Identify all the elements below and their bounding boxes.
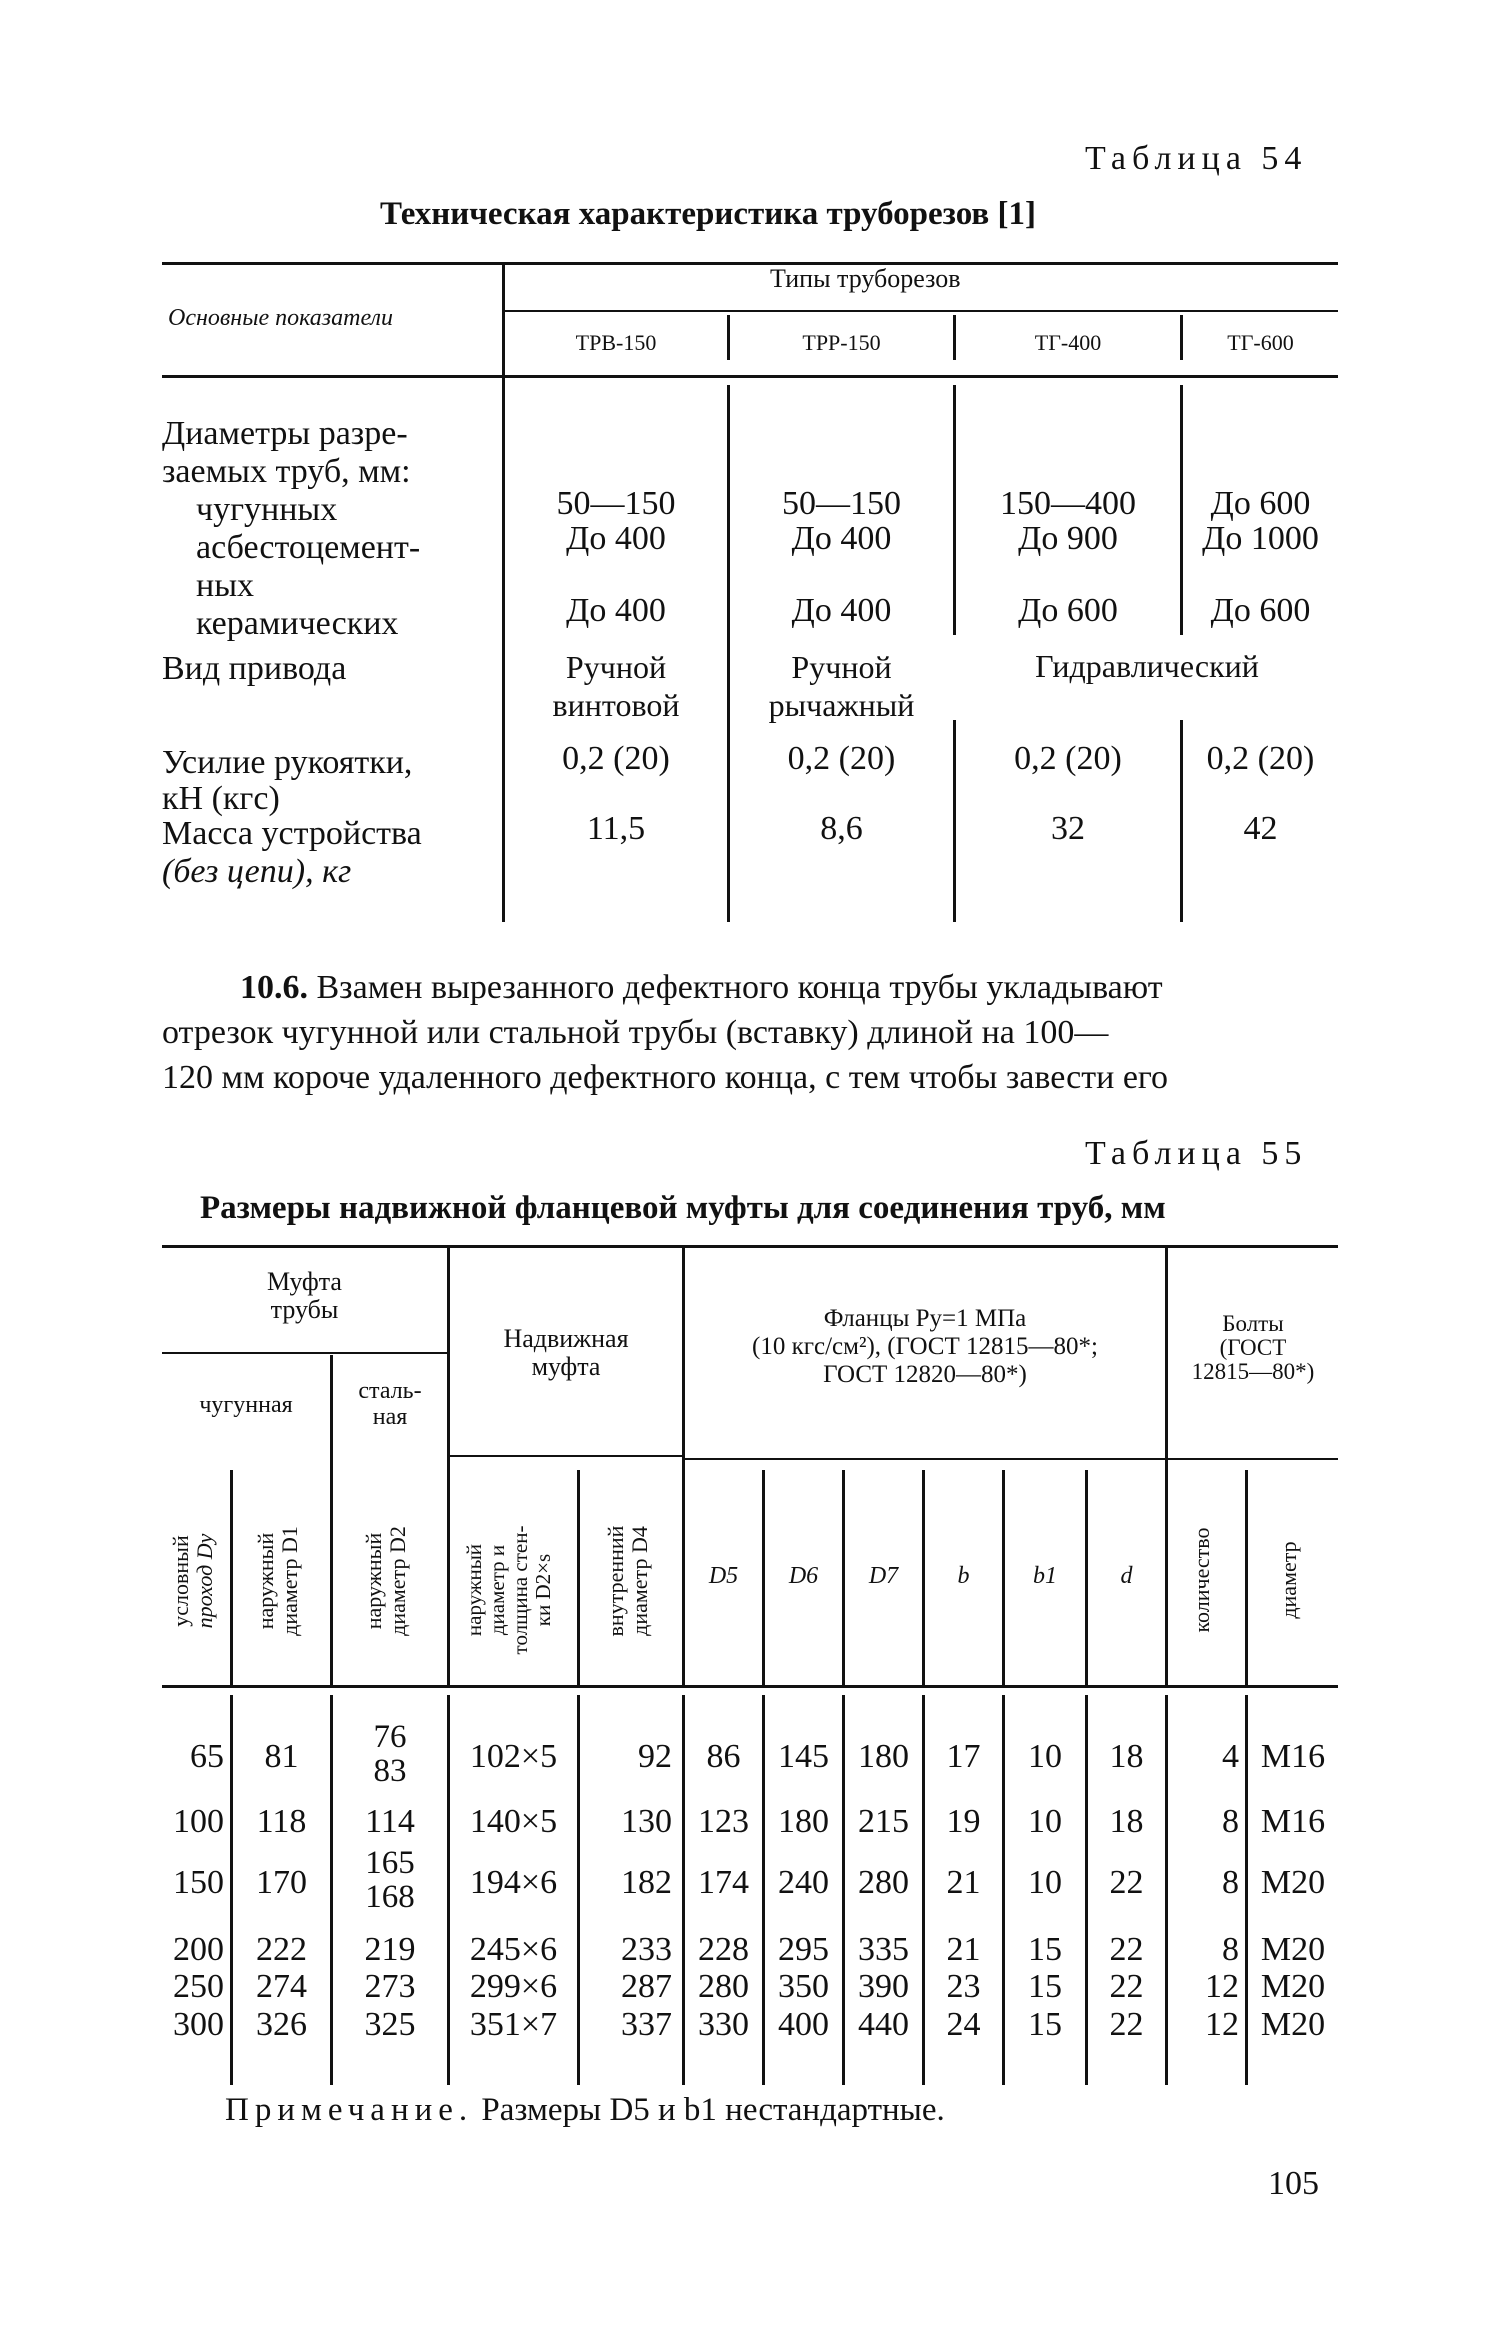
t54-force-1: Усилие рукоятки,	[162, 744, 413, 781]
table55-title: Размеры надвижной фланцевой муфты для соединения труб, мм	[200, 1190, 1166, 1226]
t55-cell-m: M20	[1260, 1931, 1326, 1968]
t55-header-rule	[162, 1685, 1338, 1688]
t55-h-d6: D6	[788, 1563, 819, 1589]
t55-slide-rule	[447, 1455, 682, 1457]
t55-cell-d2: 325	[364, 2006, 416, 2043]
t55-cell-n: 12	[1205, 2006, 1239, 2043]
t55-v-ds-2: диаметр и	[485, 1544, 509, 1636]
t55-v-qty: количество	[1189, 1527, 1214, 1633]
t54-cast-tg600: До 600	[1210, 485, 1311, 522]
t55-cell-d1: 326	[256, 2006, 307, 2043]
t54-asb-trv: До 400	[566, 520, 666, 557]
t55-cell-ds: 140×5	[469, 1803, 558, 1840]
table54-col-trv150: ТРВ-150	[575, 330, 657, 355]
t55-cell-d2-bottom: 168	[365, 1879, 415, 1915]
t55-cell-d7: 390	[858, 1968, 909, 2005]
paragraph-line-3: 120 мм короче удаленного дефектного конца, с тем чтобы завести его	[162, 1059, 1169, 1096]
t55-h-steel-1: сталь-	[358, 1378, 422, 1404]
t54-cast-trv: 50—150	[556, 485, 676, 522]
t54-force-trv: 0,2 (20)	[562, 740, 670, 777]
t55-cell-b1: 15	[1028, 1931, 1062, 1968]
t55-col-sep-l	[1245, 1470, 1248, 1685]
t55-cell-d: 18	[1109, 1738, 1144, 1775]
t55-cell-m: M16	[1260, 1803, 1326, 1840]
t55-cell-d4: 92	[638, 1738, 672, 1775]
t55-cell-m: M20	[1260, 1864, 1326, 1901]
t55-h-d5: D5	[708, 1563, 739, 1589]
t55-cell-d6: 145	[778, 1738, 829, 1775]
t55-v-dy	[169, 1491, 221, 1671]
t55-cell-d5: 228	[698, 1931, 749, 1968]
t55-cell-ds: 351×7	[469, 2006, 558, 2043]
t54-drive-trr-1: Ручной	[791, 649, 892, 685]
t55-cell-d5: 330	[698, 2006, 749, 2043]
t55-v-ds-1: наружный	[462, 1543, 486, 1637]
table55-label: Таблица 55	[1085, 1135, 1308, 1172]
t55-cell-b1: 10	[1028, 1803, 1062, 1840]
t55-cell-d: 22	[1109, 1931, 1144, 1968]
t55-h-cast: чугунная	[199, 1392, 293, 1418]
t55-cell-b1: 15	[1028, 2006, 1062, 2043]
t55-cell-d6: 350	[778, 1968, 829, 2005]
t54-mass-tg600: 42	[1243, 810, 1278, 847]
t55-cell-d5: 280	[698, 1968, 749, 2005]
t55-cell-n: 8	[1222, 1864, 1239, 1901]
t55-cell-ds: 102×5	[469, 1738, 558, 1775]
t55-cell-b1: 10	[1028, 1864, 1062, 1901]
t55-cell-n: 4	[1222, 1738, 1239, 1775]
t55-cell-d2-bottom: 83	[373, 1753, 407, 1789]
t54-asb-label-1: асбестоцемент-	[196, 529, 421, 566]
t55-cell-d6: 180	[778, 1803, 829, 1840]
t54-cer-tg400: До 600	[1018, 592, 1118, 629]
t54-diam-1: Диаметры разре-	[162, 415, 408, 452]
t55-cell-n: 8	[1222, 1803, 1239, 1840]
t54-drive-trv	[505, 648, 727, 724]
t54-cast-tg400: 150—400	[1000, 485, 1136, 522]
t55-col-sep-c	[447, 1470, 450, 1685]
t55-cell-b: 23	[946, 1968, 981, 2005]
t55-h-steel-2: ная	[372, 1404, 408, 1430]
t55-bolts-rule	[1168, 1458, 1338, 1460]
t55-v-ds	[463, 1490, 563, 1690]
t55-v-ds-4: ки D2×s	[531, 1553, 555, 1627]
t54-cast-trr: 50—150	[782, 485, 901, 522]
t55-h-bolts-3: 12815—80*)	[1191, 1359, 1315, 1384]
paragraph-line-1: Взамен вырезанного дефектного конца трубы укладывают	[316, 969, 1163, 1006]
t55-cell-d2	[333, 1720, 447, 1788]
t55-cell-d7: 180	[858, 1738, 909, 1775]
t55-h-bolts-2: (ГОСТ	[1219, 1335, 1287, 1360]
table54-header-rule	[162, 375, 1338, 378]
t54-cer-trr: До 400	[791, 592, 892, 629]
t54-diam-2: заемых труб, мм:	[162, 453, 411, 490]
t55-h-flange-3: ГОСТ 12820—80*)	[823, 1361, 1027, 1388]
t55-col-sep-b	[330, 1470, 333, 1685]
t55-cell-m: M20	[1260, 2006, 1326, 2043]
t55-cell-d2-top: 76	[373, 1719, 407, 1755]
t54-cer-trv: До 400	[566, 592, 666, 629]
t55-v-d1-2: диаметр D1	[277, 1526, 302, 1636]
t55-cell-dy: 65	[190, 1738, 224, 1775]
t54-mass-label	[162, 815, 422, 891]
t55-cell-dy: 200	[173, 1931, 224, 1968]
t55-col-sep-a	[230, 1470, 233, 1685]
t54-force-trr: 0,2 (20)	[787, 740, 896, 777]
t55-v-d2-1: наружный	[361, 1532, 386, 1630]
table54-group-header: Типы труборезов	[770, 264, 961, 293]
t54-asb-trr: До 400	[791, 520, 892, 557]
t55-h-mufta-2: трубы	[270, 1295, 339, 1324]
t55-v-d2-2: диаметр D2	[385, 1526, 410, 1636]
t54-drive-label: Вид привода	[162, 650, 347, 687]
t55-cell-m: M16	[1260, 1738, 1326, 1775]
t54-mass-1: Масса устройства	[162, 815, 422, 852]
t55-cell-n: 12	[1205, 1968, 1239, 2005]
paragraph-number: 10.6.	[240, 969, 308, 1006]
note-label: Примечание.	[225, 2092, 474, 2128]
t55-v-d1	[254, 1491, 306, 1671]
t55-cell-d: 22	[1109, 1864, 1144, 1901]
t55-cell-dy: 100	[173, 1803, 224, 1840]
t55-cell-d2: 273	[364, 1968, 416, 2005]
t55-v-dy-1: условный	[168, 1535, 193, 1627]
t55-cell-d6: 295	[778, 1931, 829, 1968]
t54-force-2: кН (кгс)	[162, 780, 280, 817]
note-text: Размеры D5 и b1 нестандартные.	[481, 2092, 945, 2128]
t55-cell-ds: 299×6	[469, 1968, 558, 2005]
t55-cell-d5: 123	[698, 1803, 749, 1840]
t55-h-d: d	[1120, 1563, 1133, 1589]
t55-cell-dy: 300	[173, 2006, 224, 2043]
t55-v-d4-2: диаметр D4	[627, 1526, 652, 1636]
t55-cell-ds: 194×6	[469, 1864, 558, 1901]
t55-h-mufta-1: Муфта	[267, 1267, 342, 1296]
t54-drive-trr	[730, 648, 953, 724]
t55-h-slide-2: муфта	[531, 1352, 601, 1381]
t55-h-bolts	[1168, 1312, 1338, 1384]
t55-h-bolts-1: Болты	[1222, 1311, 1284, 1336]
t54-row-diam	[162, 415, 420, 643]
t55-h-flange	[685, 1305, 1165, 1389]
t54-drive-trr-2: рычажный	[768, 687, 915, 723]
table54-label: Таблица 54	[1085, 140, 1308, 177]
t55-cell-m: M20	[1260, 1968, 1326, 2005]
t55-cell-dy: 250	[173, 1968, 224, 2005]
t55-cell-d7: 335	[858, 1931, 909, 1968]
t55-cell-ds: 245×6	[469, 1931, 558, 1968]
t54-asb-tg400: До 900	[1018, 520, 1118, 557]
t54-cer-tg600: До 600	[1210, 592, 1311, 629]
t54-asb-label-2: ных	[196, 567, 255, 604]
t55-cell-dy: 150	[173, 1864, 224, 1901]
t55-h-flange-2: (10 кгс/см²), (ГОСТ 12815—80*;	[752, 1333, 1098, 1360]
t55-h-d7: D7	[868, 1563, 899, 1589]
t54-force-tg400: 0,2 (20)	[1014, 740, 1122, 777]
table54-row-header: Основные показатели	[168, 305, 393, 331]
t54-drive-tg: Гидравлический	[1035, 648, 1259, 684]
table54-group-rule	[505, 310, 1338, 312]
table55-note	[225, 2092, 945, 2129]
t55-h-slide-1: Надвижная	[503, 1324, 629, 1353]
t54-drive-trv-2: винтовой	[552, 687, 680, 723]
t55-cell-d4: 130	[621, 1803, 672, 1840]
t55-cell-d: 22	[1109, 2006, 1144, 2043]
t55-cell-d6: 240	[778, 1864, 829, 1901]
t55-h-b: b	[957, 1563, 970, 1589]
t55-mufta-rule	[162, 1352, 447, 1354]
t55-cell-d2: 114	[365, 1803, 415, 1840]
t55-h-mufta	[162, 1268, 447, 1324]
t54-mass-tg400: 32	[1051, 810, 1085, 847]
table54-col-tg600: ТГ-600	[1227, 330, 1294, 355]
t55-cell-d4: 182	[621, 1864, 672, 1901]
t55-cell-b: 17	[946, 1738, 981, 1775]
t54-ceramic-label: керамических	[196, 605, 399, 642]
paragraph-line-2: отрезок чугунной или стальной трубы (вставку) длиной на 100—	[162, 1014, 1109, 1051]
t55-cell-b: 24	[946, 2006, 981, 2043]
t54-mass-trv: 11,5	[586, 810, 646, 847]
t55-v-ds-3: толщина стен-	[508, 1525, 532, 1655]
t55-v-d1-1: наружный	[253, 1532, 278, 1630]
t55-cell-n: 8	[1222, 1931, 1239, 1968]
t55-cell-d1: 118	[256, 1803, 307, 1840]
t54-mass-2: (без цепи), кг	[162, 853, 352, 890]
t55-cell-d4: 287	[621, 1968, 672, 2005]
t55-cell-d2	[333, 1846, 447, 1914]
t55-cell-b1: 15	[1028, 1968, 1062, 2005]
t55-cell-b: 21	[946, 1864, 981, 1901]
t55-cell-d: 18	[1109, 1803, 1144, 1840]
t54-force-label	[162, 745, 412, 817]
t55-col-sep-d	[577, 1470, 580, 1685]
t55-cell-d1: 81	[264, 1738, 299, 1775]
t55-cell-d4: 337	[621, 2006, 672, 2043]
t55-v-d4	[604, 1491, 656, 1671]
t55-cell-b: 21	[946, 1931, 981, 1968]
t55-cell-b1: 10	[1028, 1738, 1062, 1775]
t55-v-d4-1: внутренний	[603, 1525, 628, 1637]
t55-v-dy-2: проход Dy	[192, 1533, 217, 1629]
t55-cell-d1: 274	[256, 1968, 307, 2005]
t55-cell-d1: 170	[256, 1864, 307, 1901]
t55-cell-d7: 280	[858, 1864, 909, 1901]
t55-cell-d4: 233	[621, 1931, 672, 1968]
t55-h-steel	[333, 1378, 447, 1430]
t55-h-slide	[450, 1325, 682, 1381]
t55-cell-b: 19	[946, 1803, 981, 1840]
paragraph-10-6	[162, 965, 1338, 1100]
t55-flange-rule	[685, 1458, 1165, 1460]
t54-cast-label: чугунных	[196, 491, 338, 528]
t55-h-b1: b1	[1033, 1563, 1057, 1589]
table54-top-rule	[162, 262, 1338, 265]
table54-title: Техническая характеристика труборезов [1]	[380, 196, 1036, 232]
table54-col-trr150: ТРР-150	[802, 330, 881, 355]
table55-top-rule	[162, 1245, 1338, 1248]
t54-force-tg600: 0,2 (20)	[1206, 740, 1315, 777]
page-number: 105	[1268, 2165, 1319, 2202]
t54-asb-tg600: До 1000	[1202, 520, 1319, 557]
t55-cell-d7: 215	[858, 1803, 909, 1840]
t55-cell-d5: 174	[698, 1864, 749, 1901]
t55-cell-d5: 86	[706, 1738, 741, 1775]
t55-col-sep-k	[1165, 1470, 1168, 1685]
t55-cell-d6: 400	[778, 2006, 829, 2043]
t55-cell-d1: 222	[256, 1931, 307, 1968]
table54-col-tg400: ТГ-400	[1034, 330, 1102, 355]
t54-mass-trr: 8,6	[820, 810, 863, 847]
t55-v-diam: диаметр	[1276, 1541, 1301, 1619]
t55-h-flange-1: Фланцы Pу=1 МПа	[823, 1305, 1027, 1332]
t55-v-d2	[362, 1491, 414, 1671]
t54-drive-trv-1: Ручной	[565, 649, 667, 685]
t55-cell-d7: 440	[858, 2006, 909, 2043]
t55-cell-d2: 219	[364, 1931, 416, 1968]
t55-cell-d: 22	[1109, 1968, 1144, 2005]
t55-cell-d2-top: 165	[365, 1845, 415, 1881]
